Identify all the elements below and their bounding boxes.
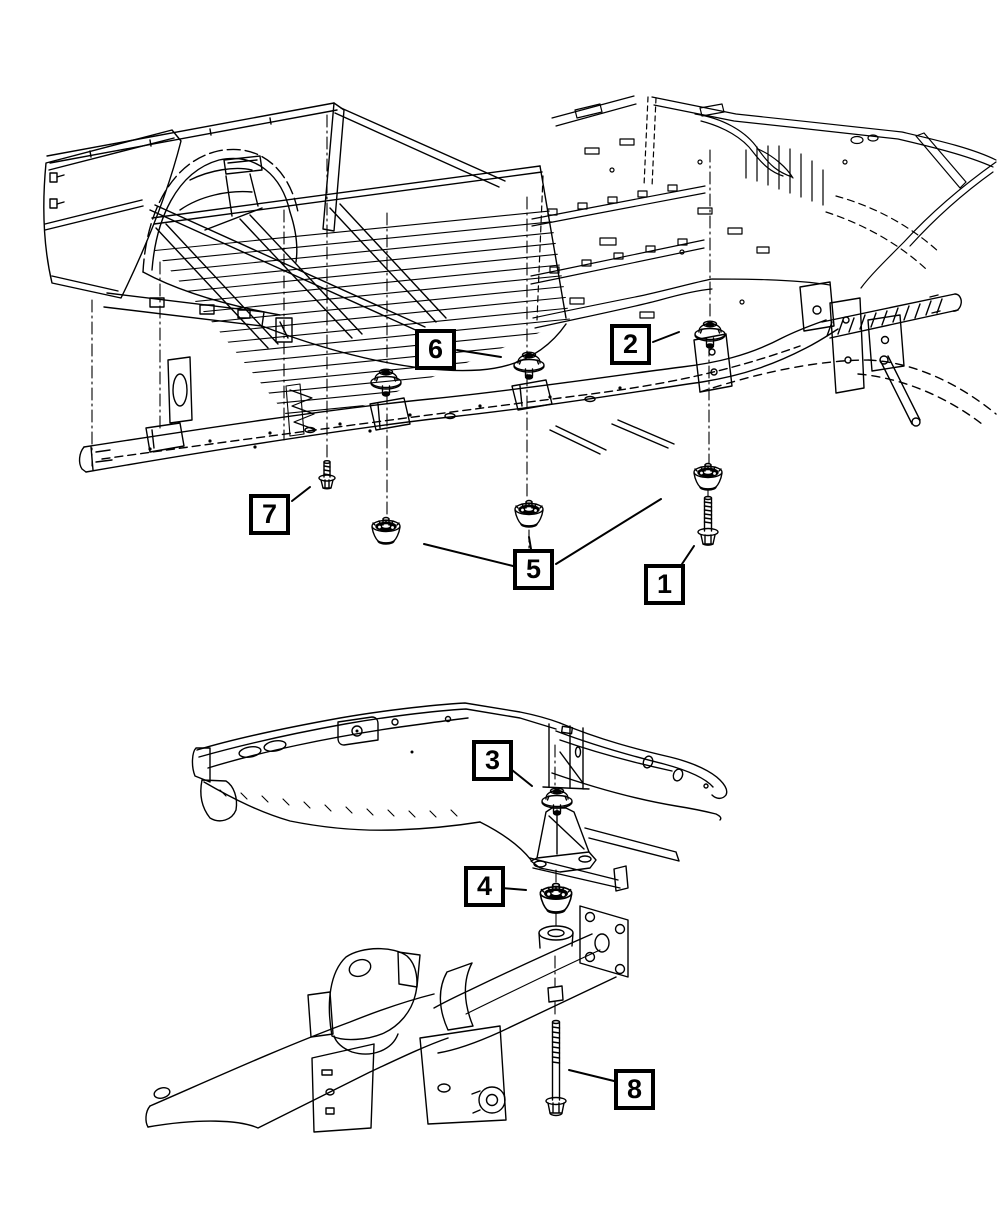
lower-frame-rail [146,994,506,1132]
crossmember-tube [434,926,616,1053]
rear-body-view [44,96,996,548]
crossmember-bolt [546,1021,566,1116]
leader-4 [502,888,526,890]
front-crossmember-rails [530,828,679,891]
callout-box-8[interactable]: 8 [614,1069,655,1110]
callout-box-3[interactable]: 3 [472,740,513,781]
leader-2 [653,332,679,342]
floor-brackets [548,139,769,318]
body-bracket-channel [543,724,589,789]
wheel-arch [143,149,298,315]
mount-bolt-short [319,461,335,489]
leader-6 [457,350,501,357]
body-mount-bushing-lower-mid [515,501,543,528]
leader-8 [569,1070,614,1081]
leader-1 [682,546,694,564]
front-frame-horn-left [192,703,560,860]
bed-side-top-rail [47,103,337,163]
mount-bracket-tower [531,808,596,872]
callout-box-4[interactable]: 4 [464,866,505,907]
callout-box-1[interactable]: 1 [644,564,685,605]
front-frame-horn-right [552,723,727,820]
spare-carrier-bracket [168,357,192,423]
rear-sill [104,293,292,342]
leader-3 [512,770,532,786]
centerlines-bottom [555,745,556,1018]
bolt-boss [548,986,563,1002]
callout-box-7[interactable]: 7 [249,494,290,535]
body-mount-bushing-lower-rear [694,464,722,491]
bushing-lower-front-mount [540,883,571,913]
cab-floor [531,96,996,328]
leader-7 [292,487,310,501]
callout-box-6[interactable]: 6 [415,329,456,370]
mounting-plate [580,906,628,977]
body-mount-bushing-lower-front [372,518,400,545]
callout-leader-lines [292,332,694,1081]
mount-bolt-long [698,497,718,546]
front-frame-view [146,703,727,1132]
frame-rail [80,320,838,472]
callout-box-5[interactable]: 5 [513,549,554,590]
bed-front-pillar [323,103,505,231]
callout-box-2[interactable]: 2 [610,324,651,365]
body-mount-bushing-upper-mid [514,352,544,379]
tow-hook [308,949,420,1054]
